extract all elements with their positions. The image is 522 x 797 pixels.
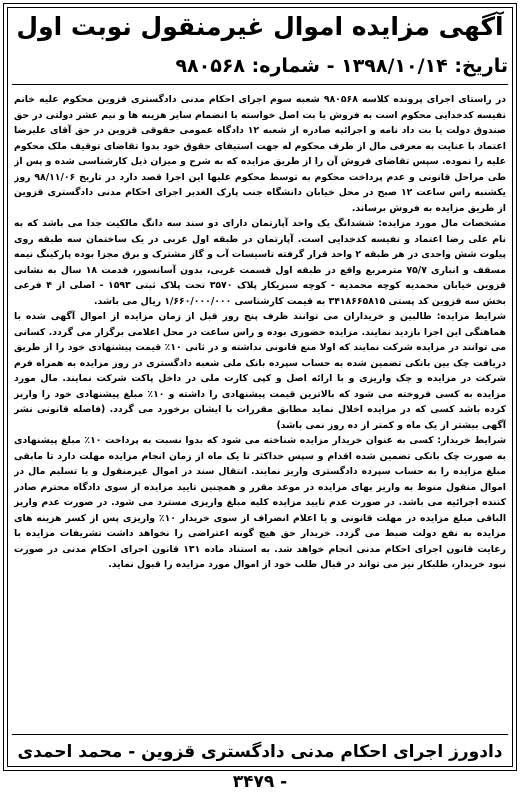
footer-divider bbox=[12, 734, 508, 735]
auction-notice bbox=[3, 3, 517, 792]
paragraph-lead: شرایط خریدار: bbox=[433, 435, 506, 446]
property-spec-paragraph bbox=[14, 216, 506, 309]
auction-conditions-paragraph bbox=[14, 309, 506, 433]
notice-signature: دادورز اجرای احکام مدنی دادگستری قزوین - محمد احمدی - ۳۴۷۹ bbox=[17, 742, 503, 792]
paragraph-text: در راستای اجرای پرونده کلاسه ۹۸۰۵۶۸ شعبه سوم اجرای احکام مدنی دادگستری قزوین محکوم علیه خانم نفیسه کدخدایی محکوم است به فروش یا بت اصل خواسته با انضمام سایر هزینه ها و نیم عشر دولتی در حق صندوق دولت یا بت داد نامه و اجرائیه صادره از شعبه ۱۲ دادگاه عمومی حقوقی قزوین در حق آقای علیرضا اعتماد با عنایت به معرفی مال از طرف محکوم له جهت استیفای حقوق خود بدوا تقاضای توقیف ملک محکوم علیه را نموده. سپس تقاضای فروش آن را از طریق مزایده که به شرح و میزان ذیل کارشناسی شده و پس از طی مراحل قانونی و عدم پرداخت محکوم به توسط محکوم علیها این اجرا قصد دارد در تاریخ ۹۸/۱۱/۰۶ روز یکشنبه راس ساعت ۱۲ صبح در محل خیابان دانشگاه جنب پارک الغدیر اجرای احکام مدنی دادگستری قزوین از طریق مزایده به فروش برساند. bbox=[14, 94, 506, 214]
notice-title: آگهی مزایده اموال غیرمنقول نوبت اول bbox=[16, 12, 504, 41]
intro-paragraph bbox=[14, 92, 506, 216]
paragraph-lead: شرایط مزایده: bbox=[431, 311, 506, 322]
paragraph-lead: مشخصات مال مورد مزایده: bbox=[374, 218, 506, 229]
header-divider bbox=[12, 84, 508, 85]
paragraph-text: طالبین و خریداران می توانند ظرف پنج روز قبل از زمان مزایده از اموال آگهی شده با هماهنگی این اجرا بازدید نمایند. مزایده حضوری بوده و راس ساعت در محل اعلامی برگزار می گردد. کسانی می توانند در مزایده شرکت نمایند که اولا منع قانونی نداشته و در ثانی ۱۰٪ قیمت پیشنهادی خود را از طریق دریافت چک بین بانکی تضمین شده به حساب سپرده بانک ملی شعبه دادگستری در روز مزایده به همراه فرم شرکت در مزایده و چک واریزی و با ارائه اصل و کپی کارت ملی در داخل پاکت شرکت نمایند. مال مورد مزایده به کسی فروخته می شود که بالاترین قیمت پیشنهادی را داشته و ۱۰٪ مبلغ پیشنهادی خود را واریز کرده باشد کسی که در مزایده اخلال نماید مطابق مقررات با ایشان برخورد می گردد. (فاصله قانونی نشر آگهی بیشتر از یک ماه و کمتر از ده روز نمی باشد) bbox=[14, 311, 506, 431]
notice-date-and-number: تاریخ: ۱۳۹۸/۱۰/۱۴ - شماره: ۹۸۰۵۶۸ bbox=[175, 55, 508, 77]
notice-body bbox=[14, 92, 506, 732]
buyer-conditions-paragraph bbox=[14, 433, 506, 573]
paragraph-text: کسی به عنوان خریدار مزایده شناخته می شود که بدوا نسبت به پرداخت ۱۰٪ مبلغ پیشنهادی به صورت چک بانکی تضمین شده اقدام و سپس حداکثر تا یک ماه از زمان انجام مزایده مهلت دارد تا مابقی مبلغ مزایده را به حساب سپرده دادگستری واریز نمایند. انتقال سند در اموال غیرمنقول و یا تسلیم مال در اموال منقول منوط به واریز بهای مزایده در موعد مقرر و همچنین تایید مزایده از سوی دادگاه محترم صادر کننده اجرائیه می باشد. در صورت عدم تایید مزایده کلیه مبلغ واریزی مسترد می شود. در صورت عدم واریز الباقی مبلغ مزایده در مهلت قانونی و یا اعلام انصراف از سوی خریدار ۱۰٪ واریزی پس از کسر هزینه های مزایده به نفع دولت ضبط می گردد. خریدار حق هیچ گونه اعتراضی را نخواهد داشت تشریفات مزایده با رعایت قانون اجرای احکام مدنی انجام خواهد شد. به استناد ماده ۱۳۱ قانون اجرای احکام مدنی در صورت نبود خریدار، طلبکار نیز می تواند در قبال طلب خود از اموال مورد مزایده را قبول نماید. bbox=[14, 435, 506, 570]
paragraph-text: ششدانگ یک واحد آپارتمان دارای دو سند سه دانگ مالکیت جدا می باشد که به نام علی رضا اعتماد و نفیسه کدخدایی است. آپارتمان در طبقه اول غربی در یک ساختمان سه طبقه روی پیلوت شش واحدی در هر طبقه ۲ واحد قرار گرفته تاسیسات آب و گاز مشترک و برق مجزا بوده پارکینگ نیمه مسقف و انباری ۷۵/۷ مترمربع واقع در طبقه اول قسمت غربی، بدون آسانسور، قدمت ۱۸ سال به نشانی قزوین خیابان محمدیه کوچه محمدیه - کوچه سبزیکار پلاک ۳۵۷۰ تحت پلاک ثبتی ۱۵۹۳ - اصلی از ۴ فرعی بخش سه قزوین کد پستی ۳۴۱۸۶۶۵۸۱۵ به قیمت کارشناسی ۱/۶۶۰/۰۰۰/۰۰۰ ریال می باشد. bbox=[14, 218, 506, 307]
